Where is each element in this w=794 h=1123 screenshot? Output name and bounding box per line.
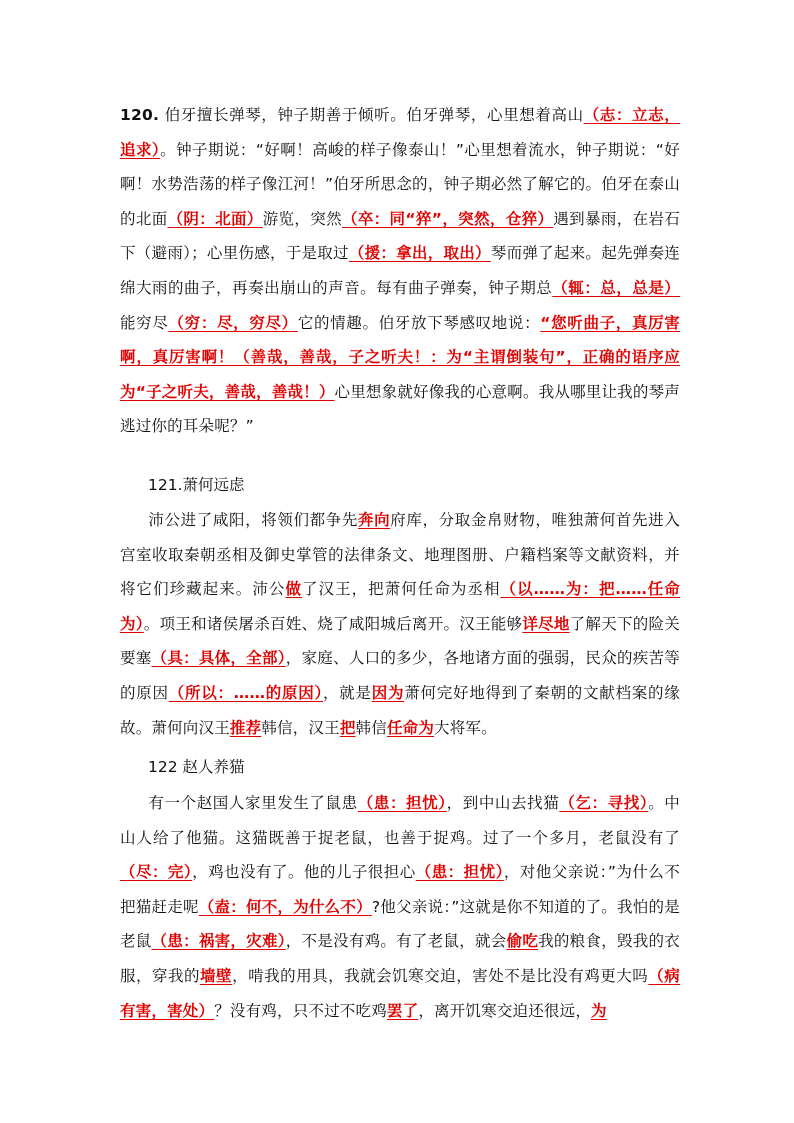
annotation: （以……为：把……任命为） (120, 580, 681, 633)
text: 游览，突然 (262, 209, 342, 228)
text: 遇到暴雨，在岩石下（避雨）；心里伤感，于是取过 (120, 209, 680, 263)
item-number: 120. (120, 106, 160, 124)
text: ，啃我的用具，我就会饥寒交迫，害处不是比没有鸡更大吗 (232, 966, 649, 985)
text: 。项王和诸侯屠杀百姓、烧了咸阳城后离开。汉王能够 (143, 614, 523, 633)
text: ?他父亲说：”这就是你不知道的了。我怕的是老鼠 (120, 897, 680, 951)
text: ，离开饥寒交迫还很远， (418, 1001, 592, 1020)
keyword: 把 (339, 718, 356, 737)
text: 。中山人给了他猫。这猫既善于捉老鼠，也善于捉鸡。过了一个多月，老鼠没有了 (120, 794, 681, 847)
text: ，就是 (322, 683, 372, 702)
annotation: （病 有害，害处） (120, 966, 681, 1020)
keyword: 奔向 (358, 511, 391, 529)
annotation: （卒：同“猝”，突然，仓猝） (341, 209, 554, 228)
keyword: 任命为 (386, 718, 435, 737)
annotation: （阴：北面） (167, 209, 263, 228)
annotation: （志：立志，追求） (120, 106, 680, 159)
paragraph-122 (120, 786, 680, 1028)
text: ，鸡也没有了。他的儿子很担心 (192, 863, 416, 882)
annotation: （所以：……的原因） (168, 683, 323, 702)
text: 伯牙擅长弹琴，钟子期善于倾听。伯牙弹琴，心里想着高山 (159, 106, 584, 124)
keyword: 墙壁 (200, 966, 233, 985)
text: 了解天下的险关要塞 (120, 614, 680, 668)
keyword: 因为 (371, 683, 405, 702)
text: 能穷尽 (120, 313, 169, 332)
keyword: 偷吃 (506, 932, 539, 951)
annotation: （尽：完） (120, 863, 193, 882)
annotation: （患：担忧） (357, 794, 447, 812)
text: 沛公进了咸阳，将领们都争先 (148, 511, 358, 529)
annotation: （援：拿出，取出） (348, 244, 491, 263)
text: 心里想象就好像我的心意啊。我从哪里让我的琴声逃过你的耳朵呢？” (120, 382, 680, 436)
annotation: （乞：寻找） (559, 794, 649, 812)
keyword: 为 (591, 1001, 607, 1020)
text: ，家庭、人口的多少，各地诸方面的强弱，民众的疾苦等的原因 (120, 649, 680, 702)
text: 它的情趣。伯牙放下琴感叹地说： (297, 313, 541, 332)
annotation: “您听曲子，真厉害啊，真厉害啊！（善哉，善哉，子之听夫！：为“主谓倒装句”，正确的语序应为“子之听夫，善哉，善哉！） (120, 313, 680, 401)
keyword: 详尽地 (522, 614, 570, 633)
text: 韩信 (355, 718, 387, 737)
section-title-121: 121.萧何远虑 (148, 476, 245, 494)
annotation: （患：祸害，灾难） (151, 932, 286, 951)
text: 我的粮食，毁我的衣服，穿我的 (120, 932, 680, 985)
text: 有一个赵国人家里发生了鼠患 (148, 794, 358, 812)
annotation: （盍：何不，为什么不） (198, 897, 372, 916)
text: 大将军。 (434, 718, 497, 737)
text: ，对他父亲说：”为什么不把猫赶走呢 (120, 863, 680, 916)
text: 府库，分取金帛财物，唯独萧何首先进入宫室收取秦朝丞相及御史掌管的法律条文、地理图册、户籍档案等文献资料，并将它们珍藏起来。沛公 (120, 511, 680, 599)
annotation: （穷：尽，穷尽） (168, 313, 298, 332)
text: ，到中山去找猫 (446, 794, 560, 812)
keyword: 做 (285, 580, 302, 599)
keyword: 罢了 (386, 1001, 419, 1020)
section-title-122: 122 赵人养猫 (148, 758, 245, 776)
paragraph-120 (120, 98, 680, 444)
text: 萧何完好地得到了秦朝的文献档案的缘故。萧何向汉王 (120, 683, 680, 737)
text: ，不是没有鸡。有了老鼠，就会 (285, 932, 507, 951)
keyword: 推荐 (229, 718, 262, 737)
text: 韩信，汉王 (261, 718, 340, 737)
annotation: （辄：总，总是） (552, 278, 680, 297)
text: ？没有鸡，只不过不吃鸡 (214, 1001, 387, 1020)
text: 琴而弹了起来。起先弹奏连绵大雨的曲子，再奏出崩山的声音。每有曲子弹奏，钟子期总 (120, 244, 680, 297)
text: 。钟子期说：“好啊！高峻的样子像泰山！”心里想着流水，钟子期说：“好啊！水势浩荡的样子像江河！”伯牙所思念的，钟子期必然了解它的。伯牙在泰山的北面 (120, 140, 680, 228)
annotation: （患：担忧） (415, 863, 504, 882)
paragraph-121 (120, 503, 680, 745)
annotation: （具：具体，全部） (151, 649, 286, 668)
text: 了汉王，把萧何任命为丞相 (302, 580, 501, 599)
